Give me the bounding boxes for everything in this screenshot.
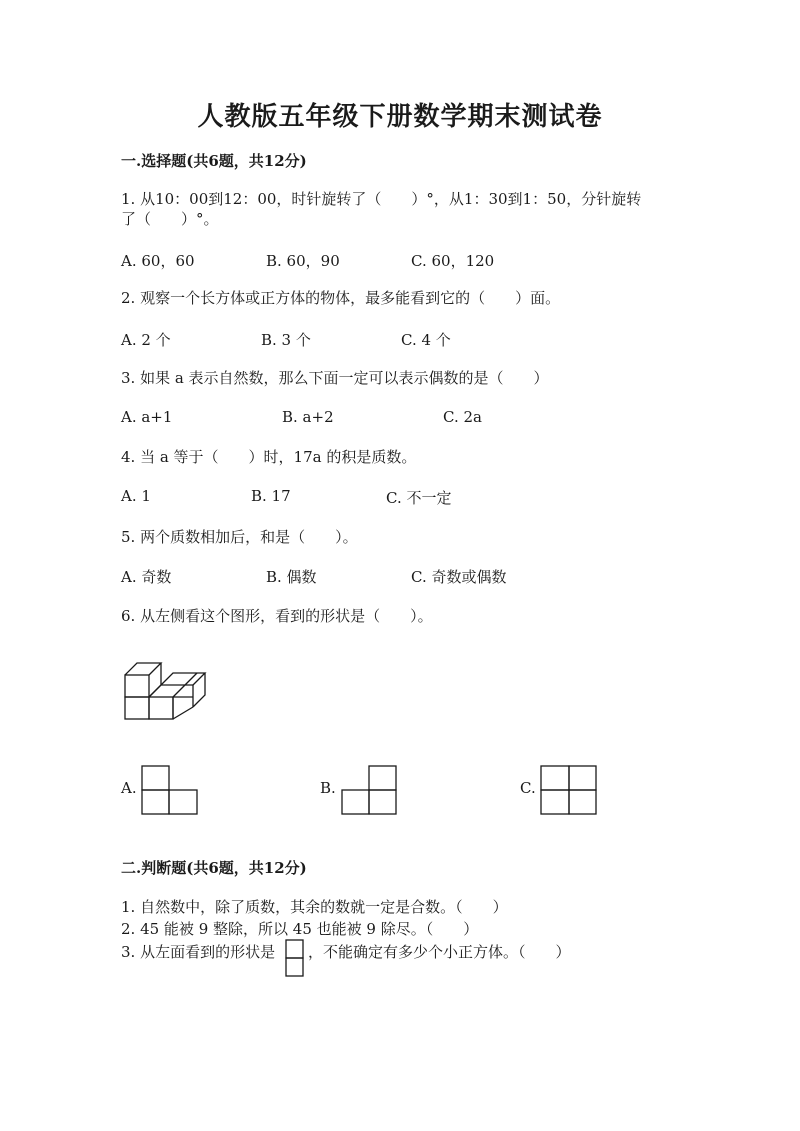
question-2: 2. 观察一个长方体或正方体的物体，最多能看到它的（ ）面。 [121,289,561,307]
question-4: 4. 当 a 等于（ ）时，17a 的积是质数。 [121,448,417,466]
judgement-3-part-1: 3. 从左面看到的形状是 [121,943,276,961]
section-heading-choice: 一.选择题(共6题，共12分) [121,152,307,170]
question-3-option-c[interactable]: C. 2a [443,408,482,426]
question-5-option-a[interactable]: A. 奇数 [121,568,172,586]
question-4-option-b[interactable]: B. 17 [251,487,291,505]
section-heading-judgement: 二.判断题(共6题，共12分) [121,859,307,877]
question-1-line-1: 1. 从10：00到12：00，时针旋转了（ ）°，从1：30到1：50，分针旋转 [121,190,642,208]
question-3-option-b[interactable]: B. a+2 [282,408,334,426]
page-title: 人教版五年级下册数学期末测试卷 [197,102,603,132]
question-4-option-c[interactable]: C. 不一定 [386,489,452,507]
question-2-option-b[interactable]: B. 3 个 [261,331,311,349]
judgement-1: 1. 自然数中，除了质数，其余的数就一定是合数。（ ） [121,898,508,916]
question-1-option-b[interactable]: B. 60，90 [266,252,340,270]
question-2-option-a[interactable]: A. 2 个 [121,331,171,349]
question-4-option-a[interactable]: A. 1 [121,487,151,505]
judgement-2: 2. 45 能被 9 整除，所以 45 也能被 9 除尽。（ ） [121,920,479,938]
question-1-option-c[interactable]: C. 60，120 [411,252,495,270]
question-5-option-b[interactable]: B. 偶数 [266,568,317,586]
question-6-option-a[interactable]: A. [121,779,137,797]
judgement-3-part-2: ，不能确定有多少个小正方体。（ ） [308,943,571,961]
question-6: 6. 从左侧看这个图形，看到的形状是（ ）。 [121,607,433,625]
question-3-option-a[interactable]: A. a+1 [121,408,173,426]
question-1-option-a[interactable]: A. 60，60 [121,252,195,270]
question-6-option-b[interactable]: B. [320,779,336,797]
question-2-option-c[interactable]: C. 4 个 [401,331,451,349]
question-5-option-c[interactable]: C. 奇数或偶数 [411,568,507,586]
question-5: 5. 两个质数相加后，和是（ ）。 [121,528,358,546]
question-6-option-c[interactable]: C. [520,779,536,797]
question-3: 3. 如果 a 表示自然数，那么下面一定可以表示偶数的是（ ） [121,369,549,387]
question-1-line-2: 了（ ）°。 [121,210,219,228]
